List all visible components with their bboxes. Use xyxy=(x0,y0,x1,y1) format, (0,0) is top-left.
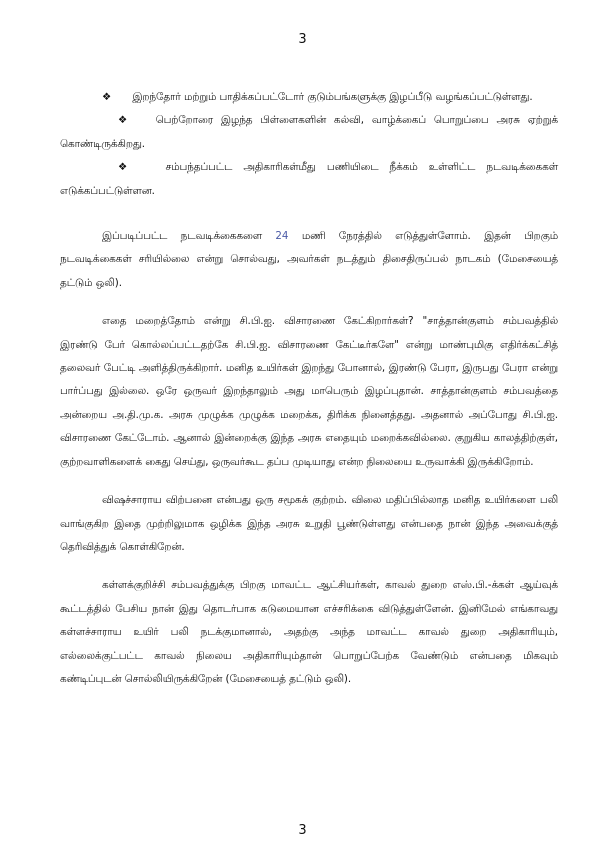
bullet-item xyxy=(60,156,558,203)
paragraph: கள்ளக்குறிச்சி சம்பவத்துக்கு பிறகு மாவட்ட ஆட்சியர்கள், காவல் துறை எஸ்.பி.-க்கள் ஆய்வுக் கூட்டத்தில் பேசிய நான் இது தொடர்பாக கடுமையான எச்சரிக்கை விடுத்துள்ளேன். இனிமேல் எங்காவது கள்ளச்சாராய உயிர் பலி நடக்குமானால், அதற்கு அந்த மாவட்ட காவல் துறை அதிகாரியும், எல்லைக்குட்பட்ட காவல் நிலைய அதிகாரியும்தான் பொறுப்பேற்க வேண்டும் என்பதை மிகவும் கண்டிப்புடன் சொல்லியிருக்கிறேன் (மேசையைத் தட்டும் ஒலி). xyxy=(60,579,558,685)
bullet-text: சம்பந்தப்பட்ட அதிகாரிகள்மீது பணியிடை நீக்கம் உள்ளிட்ட நடவடிக்கைகள் எடுக்கப்பட்டுள்ளன. xyxy=(60,161,559,197)
paragraph: இப்படிப்பட்ட நடவடிக்கைகளை 24 மணி நேரத்தில் எடுத்துள்ளோம். இதன் பிறகும் நடவடிக்கைகள் சரியில்லை என்று சொல்வது, அவர்கள் நடத்தும் திசைதிருப்பல் நாடகம் (மேசையைத் தட்டும் ஒலி). xyxy=(60,230,559,289)
page-number-bottom: 3 xyxy=(298,823,307,838)
paragraph: விஷச்சாராய விற்பனை என்பது ஒரு சமூகக் குற்றம். விலை மதிப்பில்லாத மனித உயிர்களை பலி வாங்குகிற இதை முற்றிலுமாக ஒழிக்க இந்த அரசு உறுதி பூண்டுள்ளது என்பதை நான் இந்த அவைக்குத் தெரிவித்துக் கொள்கிறேன். xyxy=(60,494,558,553)
bullet-text: பெற்றோரை இழந்த பிள்ளைகளின் கல்வி, வாழ்க்கைப் பொறுப்பை அரசு ஏற்றுக் கொண்டிருக்கிறது. xyxy=(60,114,559,150)
page-number-top: 3 xyxy=(298,32,307,47)
diamond-bullet-icon: ❖ xyxy=(118,161,128,174)
diamond-bullet-icon: ❖ xyxy=(102,91,112,103)
bullet-item xyxy=(60,86,558,109)
bullet-text: இறந்தோர் மற்றும் பாதிக்கப்பட்டோர் குடும்பங்களுக்கு இழப்பீடு வழங்கப்பட்டுள்ளது. xyxy=(132,91,533,103)
diamond-bullet-icon: ❖ xyxy=(118,114,128,127)
highlighted-number: 24 xyxy=(275,230,289,243)
page-body xyxy=(60,86,558,691)
bullet-item xyxy=(60,109,558,156)
paragraph: எதை மறைத்தோம் என்று சி.பி.ஐ. விசாரணை கேட்கிறார்கள்? "சாத்தான்குளம் சம்பவத்தில் இரண்டு பேர் கொல்லப்பட்டதற்கே சி.பி.ஐ. விசாரணை கேட்டீர்களே" என்று மாண்புமிகு எதிர்க்கட்சித் தலைவர் பேட்டி அளித்திருக்கிறார். மனித உயிர்கள் இறந்து போனால், இரண்டு பேரா, இருபது பேரா என்று பார்ப்பது இல்லை. ஒரே ஒருவர் இறந்தாலும் அது மாபெரும் இழப்புதான். சாத்தான்குளம் சம்பவத்தை அன்றைய அ.தி.மு.க. அரசு முழுக்க முழுக்க மறைக்க, திரிக்க நினைத்தது. அதனால் அப்போது சி.பி.ஐ. விசாரணை கேட்டோம். ஆனால் இன்றைக்கு இந்த அரசு எதையும் மறைக்கவில்லை. குறுகிய காலத்திற்குள், குற்றவாளிகளைக் கைது செய்து, ஒருவர்கூட தப்ப முடியாது என்ற நிலையை உருவாக்கி இருக்கிறோம். xyxy=(60,315,558,468)
